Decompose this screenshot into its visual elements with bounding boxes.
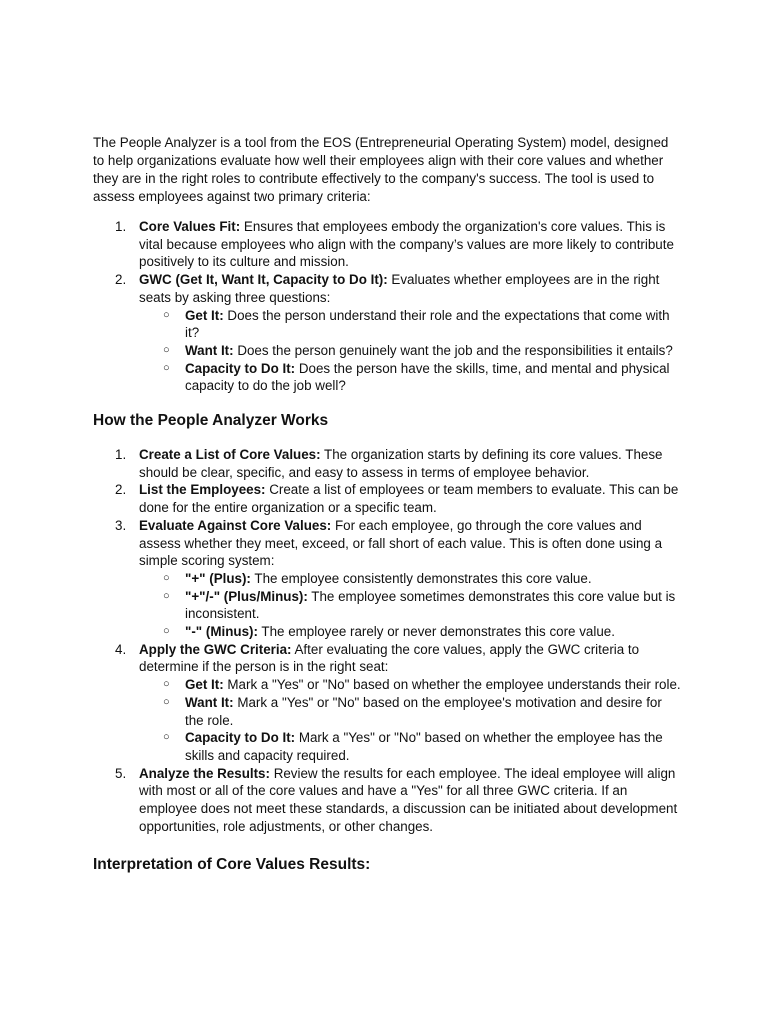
sub-list-item	[139, 307, 683, 342]
list-item-text: The organization starts by defining its core values. These should be clear, specific, and easy to assess in terms of employee behavior.	[139, 447, 663, 480]
hollow-bullet-icon: ○	[163, 308, 170, 321]
sub-list-item	[139, 570, 683, 588]
hollow-bullet-icon: ○	[163, 678, 170, 691]
list-item-term: Core Values Fit:	[139, 219, 241, 234]
gwc-question-list	[139, 307, 683, 396]
sub-item-term: Capacity to Do It:	[185, 360, 296, 376]
sub-item-term: "+"/-" (Plus/Minus):	[185, 588, 308, 604]
hollow-bullet-icon: ○	[163, 589, 170, 602]
list-number: 1.	[115, 447, 127, 463]
list-item-text: Create a list of employees or team members to evaluate. This can be done for the entire organization or a specific team.	[139, 482, 679, 516]
hollow-bullet-icon: ○	[163, 731, 170, 744]
list-number: 4.	[115, 641, 127, 657]
hollow-bullet-icon: ○	[163, 361, 170, 374]
sub-item-text: The employee rarely or never demonstrates this core value.	[257, 624, 615, 640]
section-heading-interpretation: Interpretation of Core Values Results:	[93, 855, 371, 873]
list-item-term: Apply the GWC Criteria:	[139, 641, 292, 657]
list-item	[93, 641, 683, 765]
list-item-text: Ensures that employees embody the organization's core values. This is vital because employees who align with the company’s values are more likely to contribute positively to its culture and mission.	[139, 219, 674, 270]
list-item	[93, 481, 683, 516]
sub-list-item	[139, 694, 683, 729]
gwc-marking-list	[139, 676, 683, 765]
list-item	[93, 765, 683, 836]
hollow-bullet-icon: ○	[163, 571, 170, 584]
steps-list	[93, 446, 683, 835]
list-item	[93, 271, 683, 395]
list-number: 2.	[115, 482, 127, 498]
sub-item-text: The employee sometimes demonstrates this core value but is inconsistent.	[185, 588, 676, 622]
list-number: 5.	[115, 765, 127, 781]
list-item-term: GWC (Get It, Want It, Capacity to Do It):	[139, 272, 388, 288]
list-item-term: Analyze the Results:	[139, 765, 270, 781]
sub-item-text: Does the person genuinely want the job and the responsibilities it entails?	[233, 342, 673, 358]
list-number: 1.	[115, 219, 127, 234]
sub-item-term: Want It:	[185, 694, 234, 710]
list-item-text: Evaluates whether employees are in the right seats by asking three questions:	[139, 272, 660, 305]
sub-item-text: Mark a "Yes" or "No" based on whether the employee has the skills and capacity required.	[185, 730, 663, 763]
sub-item-term: Get It:	[185, 677, 224, 693]
list-item-text: For each employee, go through the core values and assess whether they meet, exceed, or fall short of each value. This is often done using a simple scoring system:	[139, 517, 663, 569]
hollow-bullet-icon: ○	[163, 343, 170, 356]
sub-list-item	[139, 676, 683, 694]
list-item-text: Review the results for each employee. The ideal employee will align with most or all of the core values and have a "Yes" for all three GWC criteria. If an employee does not meet these standards, a discussion can be initiated about development opportunities, role adjustments, or other changes.	[139, 765, 678, 834]
sub-list-item	[139, 623, 683, 641]
sub-item-text: Does the person understand their role and the expectations that come with it?	[185, 307, 670, 341]
list-number: 3.	[115, 517, 127, 533]
criteria-list	[93, 218, 683, 395]
list-item-term: Create a List of Core Values:	[139, 447, 321, 463]
list-number: 2.	[115, 272, 127, 288]
sub-list-item	[139, 588, 683, 623]
sub-item-text: Does the person have the skills, time, and mental and physical capacity to do the job well?	[185, 360, 670, 394]
hollow-bullet-icon: ○	[163, 695, 170, 708]
document-page	[93, 134, 683, 875]
sub-list-item	[139, 360, 683, 395]
sub-item-text: Mark a "Yes" or "No" based on whether the employee understands their role.	[223, 677, 681, 693]
sub-list-item	[139, 342, 683, 360]
sub-item-term: Want It:	[185, 342, 234, 358]
sub-list-item	[139, 729, 683, 764]
section-heading-how-it-works: How the People Analyzer Works	[93, 412, 329, 430]
sub-item-text: Mark a "Yes" or "No" based on the employee's motivation and desire for the role.	[185, 694, 662, 728]
list-item	[93, 446, 683, 481]
intro-paragraph: The People Analyzer is a tool from the EOS (Entrepreneurial Operating System) model, designed to help organizations evaluate how well their employees align with their core values and whether they are in the right roles to contribute effectively to the company's success. The tool is used to assess employees against two primary criteria:	[93, 135, 669, 204]
sub-item-term: Get It:	[185, 307, 224, 323]
sub-item-term: "+" (Plus):	[185, 570, 251, 586]
list-item-text: After evaluating the core values, apply the GWC criteria to determine if the person is in the right seat:	[139, 641, 640, 675]
sub-item-term: "-" (Minus):	[185, 624, 258, 640]
list-item	[93, 218, 683, 271]
hollow-bullet-icon: ○	[163, 625, 170, 638]
list-item-term: List the Employees:	[139, 482, 266, 498]
list-item-term: Evaluate Against Core Values:	[139, 517, 332, 533]
sub-item-text: The employee consistently demonstrates this core value.	[250, 570, 592, 586]
scoring-list	[139, 570, 683, 641]
list-item	[93, 517, 683, 641]
sub-item-term: Capacity to Do It:	[185, 730, 296, 746]
